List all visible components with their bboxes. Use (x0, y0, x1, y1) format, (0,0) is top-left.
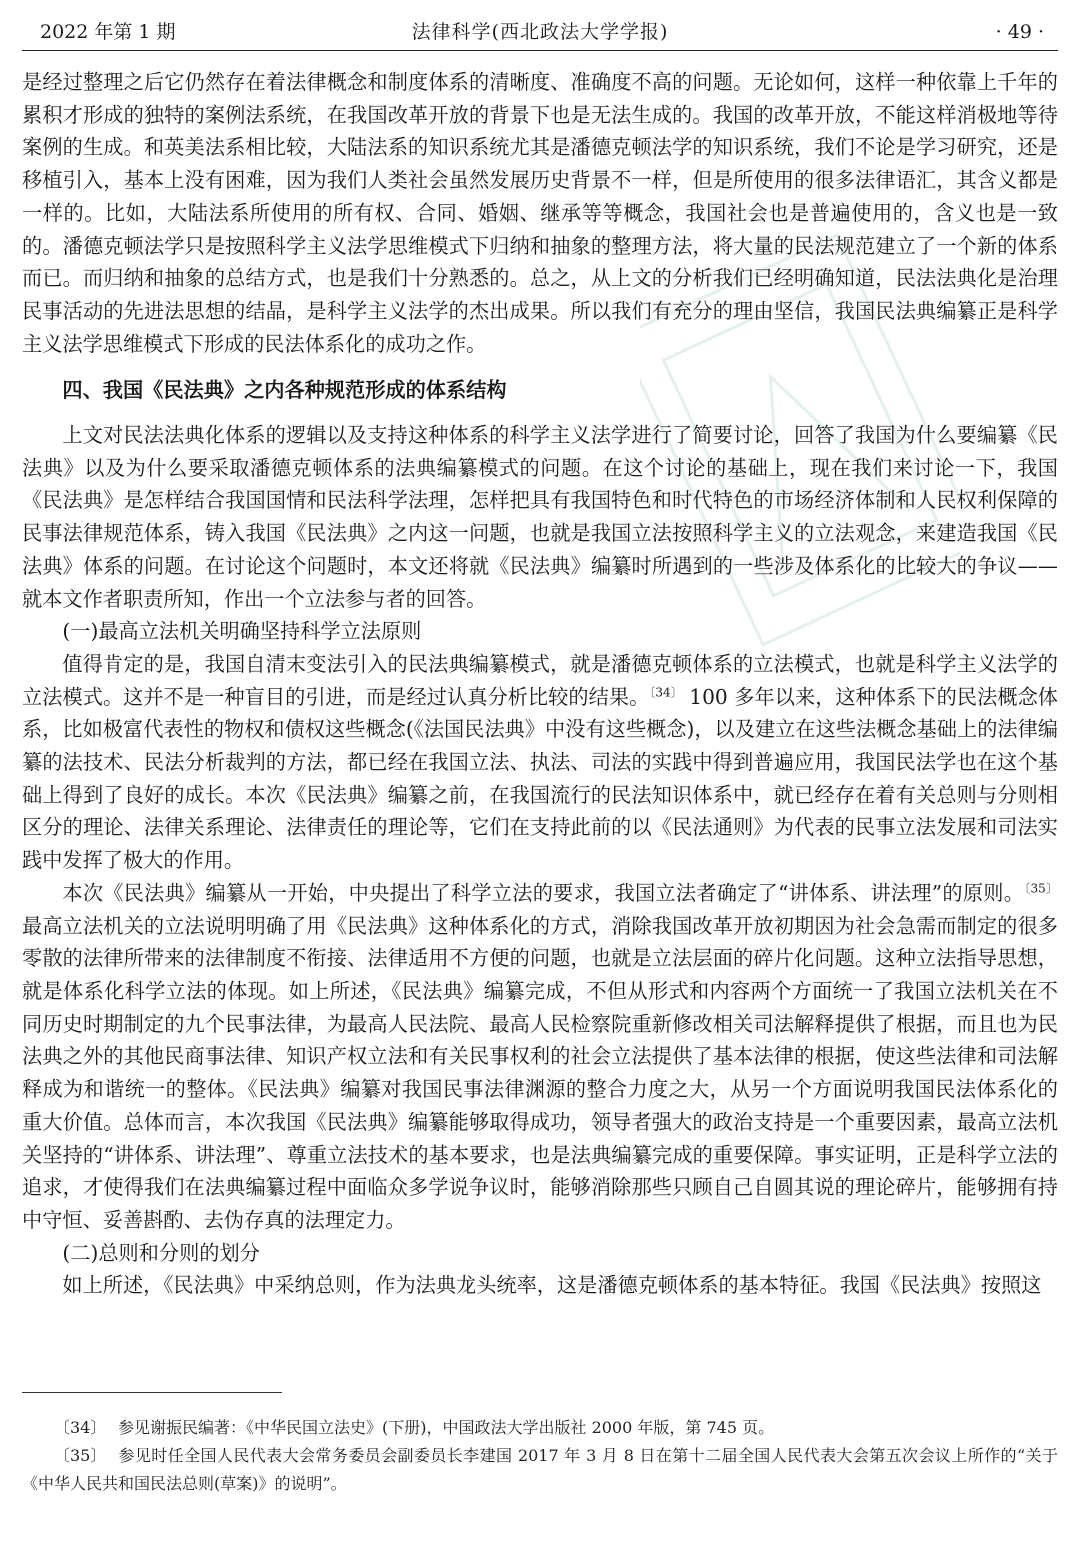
paragraph: 是经过整理之后它仍然存在着法律概念和制度体系的清晰度、准确度不高的问题。无论如何，这样一种依靠上千年的累积才形成的独特的案例法系统，在我国改革开放的背景下也是无法生成的。我国的改革开放，不能这样消极地等待案例的生成。和英美法系相比较，大陆法系的知识系统尤其是潘德克顿法学的知识系统，我们不论是学习研究，还是移植引入，基本上没有困难，因为我们人类社会虽然发展历史背景不一样，但是所使用的很多法律语汇，其含义都是一样的。比如，大陆法系所使用的所有权、合同、婚姻、继承等等概念，我国社会也是普遍使用的，含义也是一致的。潘德克顿法学只是按照科学主义法学思维模式下归纳和抽象的整理方法，将大量的民法规范建立了一个新的体系而已。而归纳和抽象的总结方式，也是我们十分熟悉的。总之，从上文的分析我们已经明确知道，民法法典化是治理民事活动的先进法思想的结晶，是科学主义法学的杰出成果。所以我们有充分的理由坚信，我国民法典编纂正是科学主义法学思维模式下形成的民法体系化的成功之作。 (22, 70, 1058, 356)
footnote-text: 参见时任全国人民代表大会常务委员会副委员长李建国 2017 年 3 月 8 日在第十二届全国人民代表大会第五次会议上所作的“关于《中华人民共和国民法总则(草案)》的说明”。 (22, 1446, 1058, 1493)
paragraph: 上文对民法法典化体系的逻辑以及支持这种体系的科学主义法学进行了简要讨论，回答了我国为什么要编纂《民法典》以及为什么要采取潘德克顿体系的法典编纂模式的问题。在这个讨论的基础上，现在我们来讨论一下，我国《民法典》是怎样结合我国国情和民法科学法理，怎样把具有我国特色和时代特色的市场经济体制和人民权利保障的民事法律规范体系，铸入我国《民法典》之内这一问题，也就是我国立法按照科学主义的立法观念，来建造我国《民法典》体系的问题。在讨论这个问题时，本文还将就《民法典》编纂时所遇到的一些涉及体系化的比较大的争议——就本文作者职责所知，作出一个立法参与者的回答。 (22, 423, 1058, 611)
subsection-heading: (二)总则和分则的划分 (62, 1240, 260, 1265)
section-heading: 四、我国《民法典》之内各种规范形成的体系结构 (62, 378, 507, 403)
paragraph-text: 值得肯定的是，我国自清末变法引入的民法典编纂模式，就是潘德克顿体系的立法模式，也就是科学主义法学的立法模式。这并不是一种盲目的引进，而是经过认真分析比较的结果。 (22, 651, 1058, 709)
footnote-mark: 〔35〕 (54, 1446, 107, 1465)
footnote-ref[interactable]: 〔35〕 (1024, 881, 1058, 896)
journal-title: 法律科学(西北政法大学学报) (411, 21, 669, 43)
paragraph: 如上所述，《民法典》中采纳总则，作为法典龙头统率，这是潘德克顿体系的基本特征。我国《民法典》按照这 (62, 1273, 1042, 1298)
footnote (22, 1414, 1058, 1442)
paragraph (22, 648, 1058, 877)
footnote-mark: 〔34〕 (54, 1418, 107, 1437)
footnote (22, 1442, 1058, 1498)
footnote-text: 参见谢振民编著：《中华民国立法史》(下册)，中国政法大学出版社 2000 年版，第 745 页。 (118, 1418, 775, 1437)
paragraph-text: 100 多年以来，这种体系下的民法概念体系，比如极富代表性的物权和债权这些概念(《法国民法典》中没有这些概念)，以及建立在这些法概念基础上的法律编纂的法技术、民法分析裁判的方法，都已经在我国立法、执法、司法的实践中得到普遍应用，我国民法学也在这个基础上得到了良好的成长。本次《民法典》编纂之前，在我国流行的民法知识体系中，就已经存在着有关总则与分则相区分的理论、法律关系理论、法律责任的理论等，它们在支持此前的以《民法通则》为代表的民事立法发展和司法实践中发挥了极大的作用。 (22, 684, 1058, 873)
footnotes (22, 1414, 1058, 1498)
footnote-ref[interactable]: 〔34〕 (649, 684, 683, 699)
paragraph (22, 877, 1058, 1237)
issue-label: 2022 年第 1 期 (40, 21, 176, 43)
running-header (22, 14, 1058, 51)
footnote-divider (22, 1392, 282, 1393)
page-number: · 49 · (995, 21, 1044, 43)
subsection-heading: (一)最高立法机关明确坚持科学立法原则 (62, 619, 422, 644)
paragraph-text: 最高立法机关的立法说明明确了用《民法典》这种体系化的方式，消除我国改革开放初期因为社会急需而制定的很多零散的法律所带来的法律制度不衔接、法律适用不方便的问题，也就是立法层面的碎片化问题。这种立法指导思想，就是体系化科学立法的体现。如上所述，《民法典》编纂完成，不但从形式和内容两个方面统一了我国立法机关在不同历史时期制定的九个民事法律，为最高人民法院、最高人民检察院重新修改相关司法解释提供了根据，而且也为民法典之外的其他民商事法律、知识产权立法和有关民事权利的社会立法提供了基本法律的根据，使这些法律和司法解释成为和谐统一的整体。《民法典》编纂对我国民事法律渊源的整合力度之大，从另一个方面说明我国民法体系化的重大价值。总体而言，本次我国《民法典》编纂能够取得成功，领导者强大的政治支持是一个重要因素，最高立法机关坚持的“讲体系、讲法理”、尊重立法技术的基本要求，也是法典编纂完成的重要保障。事实证明，正是科学立法的追求，才使得我们在法典编纂过程中面临众多学说争议时，能够消除那些只顾自己自圆其说的理论碎片，能够拥有持中守恒、妥善斟酌、去伪存真的法理定力。 (22, 913, 1058, 1232)
paragraph-text: 本次《民法典》编纂从一开始，中央提出了科学立法的要求，我国立法者确定了“讲体系、讲法理”的原则。 (62, 880, 1025, 905)
article-body (22, 66, 1058, 1302)
